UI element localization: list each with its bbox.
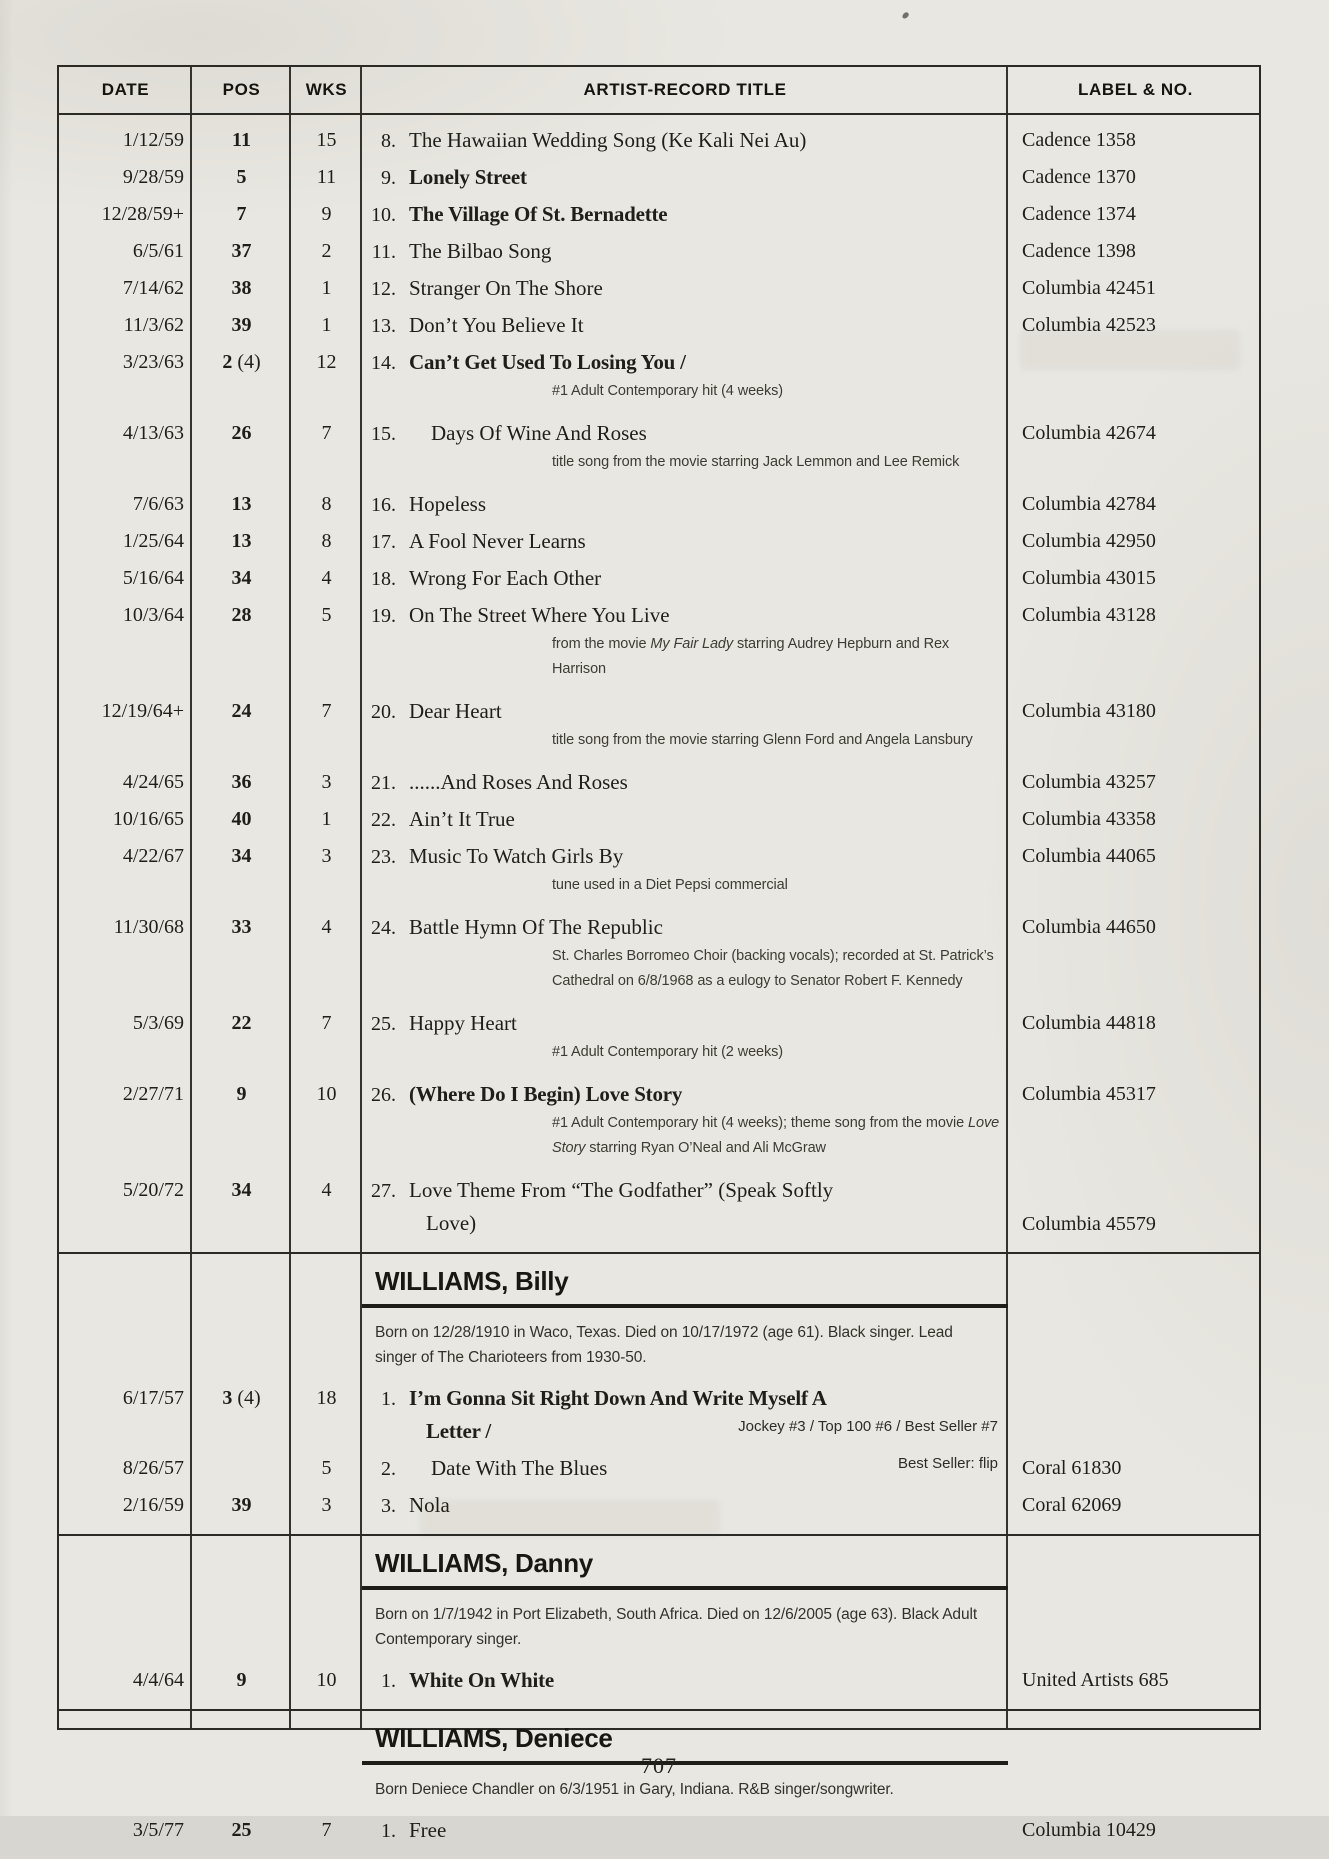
- song-title-line: [362, 1207, 1000, 1240]
- chart-entry-row: [59, 560, 1259, 596]
- record-label-cell: Columbia 43257: [1022, 771, 1156, 793]
- song-number: 22.: [371, 809, 396, 831]
- record-label-cell: [1008, 1382, 1263, 1448]
- song-title: Date With The Blues: [431, 1456, 608, 1480]
- date-cell: 7/14/62: [122, 277, 184, 299]
- song-title: Can’t Get Used To Losing You /: [409, 350, 686, 374]
- record-label-cell: Cadence 1358: [1022, 129, 1136, 151]
- record-label-cell: Columbia 43128: [1022, 604, 1156, 626]
- date-cell: 8/26/57: [122, 1457, 184, 1479]
- song-title-line: [362, 417, 1000, 450]
- artist-underline-rule: [362, 1304, 1008, 1308]
- song-number: 1.: [381, 1670, 396, 1692]
- song-number: 24.: [371, 917, 396, 939]
- date-cell: 6/17/57: [122, 1387, 184, 1409]
- chart-entry-row: [59, 597, 1259, 683]
- song-number: 18.: [371, 568, 396, 590]
- song-title: Wrong For Each Other: [409, 566, 602, 590]
- artist-name-heading: WILLIAMS, Danny: [375, 1548, 593, 1578]
- peak-position-cell: 7: [236, 203, 247, 225]
- song-number: 20.: [371, 701, 396, 723]
- song-title: Happy Heart: [409, 1011, 517, 1035]
- song-title: (Where Do I Begin) Love Story: [409, 1082, 683, 1106]
- chart-entry-row: [59, 307, 1259, 343]
- title-cell: [362, 488, 1008, 521]
- record-label-cell: Columbia 44818: [1022, 1012, 1156, 1034]
- date-cell: 12/28/59+: [101, 203, 184, 225]
- song-title-line: [362, 1078, 1000, 1111]
- peak-position-cell: 39: [231, 314, 252, 336]
- date-cell: 2/27/71: [122, 1083, 184, 1105]
- title-cell: [362, 803, 1008, 836]
- artist-bio: Born on 12/28/1910 in Waco, Texas. Died on 10/17/1972 (age 61). Black singer. Lead singer of The Charioteers from 1930-50.: [375, 1324, 953, 1366]
- song-title-line: [362, 235, 1000, 268]
- weeks-at-peak: (4): [232, 1387, 261, 1409]
- song-title: White On White: [409, 1668, 554, 1692]
- date-cell: 1/12/59: [122, 129, 184, 151]
- date-cell: 4/13/63: [122, 422, 184, 444]
- song-title-line: [362, 161, 1000, 194]
- weeks-charted-cell: 1: [321, 808, 332, 830]
- song-title: Music To Watch Girls By: [409, 844, 624, 868]
- peak-position-cell: 24: [231, 700, 252, 722]
- chart-entry-row: [59, 196, 1259, 232]
- continued-entries-section: [59, 115, 1259, 1252]
- song-number: 16.: [371, 494, 396, 516]
- song-title-line: [362, 1664, 1000, 1697]
- artist-section: [59, 1534, 1259, 1709]
- title-cell: [362, 272, 1008, 305]
- song-number: 27.: [371, 1180, 396, 1202]
- song-title-line: [362, 1007, 1000, 1040]
- song-number: 9.: [381, 167, 396, 189]
- peak-position-cell: 33: [231, 916, 252, 938]
- date-cell: 10/16/65: [112, 808, 184, 830]
- weeks-charted-cell: 4: [321, 567, 332, 589]
- peak-position-cell: 34: [231, 845, 252, 867]
- date-cell: 11/3/62: [123, 314, 184, 336]
- peak-position-cell: 26: [231, 422, 252, 444]
- weeks-charted-cell: 7: [321, 700, 332, 722]
- title-cell: [362, 562, 1008, 595]
- chart-entry-row: [59, 122, 1259, 158]
- scan-speck: [901, 11, 909, 20]
- date-cell: 6/5/61: [132, 240, 184, 262]
- title-cell: [362, 766, 1008, 799]
- song-title: Free: [409, 1818, 447, 1842]
- chart-entry-row: [59, 838, 1259, 899]
- date-cell: 1/25/64: [122, 530, 184, 552]
- chart-entry-row: [59, 159, 1259, 195]
- song-title: Nola: [409, 1493, 450, 1517]
- title-cell: [362, 1664, 1008, 1697]
- song-number: 14.: [371, 352, 396, 374]
- title-cell: [362, 1382, 1008, 1448]
- record-label-cell: Coral 61830: [1022, 1457, 1122, 1479]
- weeks-charted-cell: 8: [321, 530, 332, 552]
- song-title: Don’t You Believe It: [409, 313, 584, 337]
- date-cell: 4/4/64: [132, 1669, 184, 1691]
- song-title-line: [362, 599, 1000, 632]
- record-label-cell: [1008, 346, 1263, 404]
- song-note: title song from the movie starring Jack Lemmon and Lee Remick: [552, 454, 960, 470]
- song-title: Letter /: [426, 1419, 492, 1443]
- song-number: 8.: [381, 130, 396, 152]
- peak-position-cell: 39: [231, 1494, 252, 1516]
- song-note: St. Charles Borromeo Choir (backing vocals); recorded at St. Patrick’s Cathedral on 6/8/1968 as a eulogy to Senator Robert F. Kennedy: [552, 948, 994, 989]
- date-cell: 3/23/63: [122, 351, 184, 373]
- peak-position-cell: 5: [236, 166, 247, 188]
- title-cell: [362, 346, 1008, 404]
- record-label-cell: Columbia 42451: [1022, 277, 1156, 299]
- chart-version-note: Best Seller: flip: [897, 1455, 998, 1472]
- column-header-date: DATE: [101, 80, 150, 99]
- peak-position-cell: 28: [231, 604, 252, 626]
- date-cell: 9/28/59: [122, 166, 184, 188]
- song-title-line: [362, 695, 1000, 728]
- chart-entry-row: [59, 270, 1259, 306]
- weeks-charted-cell: 8: [321, 493, 332, 515]
- song-title-line: [362, 1489, 1000, 1522]
- weeks-charted-cell: 7: [321, 1819, 332, 1841]
- chart-entry-row: [59, 1172, 1259, 1241]
- song-title: Love Theme From “The Godfather” (Speak Softly: [409, 1178, 834, 1202]
- title-cell: [362, 161, 1008, 194]
- weeks-charted-cell: 9: [321, 203, 332, 225]
- title-cell: [362, 695, 1008, 753]
- record-label-cell: Columbia 44065: [1022, 845, 1156, 867]
- date-cell: 5/20/72: [122, 1179, 184, 1201]
- song-note: #1 Adult Contemporary hit (4 weeks): [552, 383, 784, 399]
- record-label-cell: Columbia 10429: [1022, 1819, 1156, 1841]
- title-cell: [362, 198, 1008, 231]
- column-header-pos: POS: [222, 80, 261, 99]
- record-label-cell: Cadence 1398: [1022, 240, 1136, 262]
- artist-bio: Born on 1/7/1942 in Port Elizabeth, South Africa. Died on 12/6/2005 (age 63). Black Adult Contemporary singer.: [375, 1606, 978, 1648]
- record-label-cell: Cadence 1374: [1022, 203, 1136, 225]
- peak-position-cell: 38: [231, 277, 252, 299]
- chart-entry-row: [59, 909, 1259, 995]
- date-cell: 5/3/69: [132, 1012, 184, 1034]
- weeks-charted-cell: 7: [321, 422, 332, 444]
- title-cell: [362, 911, 1008, 994]
- peak-position-cell: 37: [231, 240, 252, 262]
- peak-position-cell: 3 (4): [222, 1387, 261, 1409]
- weeks-charted-cell: 15: [316, 129, 337, 151]
- weeks-charted-cell: 3: [321, 1494, 332, 1516]
- date-cell: 4/24/65: [122, 771, 184, 793]
- title-cell: [362, 309, 1008, 342]
- title-cell: [362, 840, 1008, 898]
- song-title-line: [362, 198, 1000, 231]
- song-title: ......And Roses And Roses: [409, 770, 628, 794]
- song-number: 17.: [371, 531, 396, 553]
- song-number: 25.: [371, 1013, 396, 1035]
- record-label-cell: Columbia 42950: [1022, 530, 1156, 552]
- chart-entry-row: [59, 1380, 1259, 1449]
- song-number: 11.: [371, 241, 396, 263]
- artist-bio: Born Deniece Chandler on 6/3/1951 in Gary, Indiana. R&B singer/songwriter.: [375, 1781, 894, 1798]
- title-cell: [362, 1452, 1008, 1485]
- record-label-cell: Cadence 1370: [1022, 166, 1136, 188]
- chart-entry-row: [59, 415, 1259, 476]
- song-title-line: [362, 562, 1000, 595]
- song-title-line: [362, 272, 1000, 305]
- date-cell: 7/6/63: [132, 493, 184, 515]
- weeks-charted-cell: 5: [321, 604, 332, 626]
- artist-name-heading: WILLIAMS, Deniece: [375, 1723, 613, 1753]
- weeks-charted-cell: 2: [321, 240, 332, 262]
- title-cell: [362, 124, 1008, 157]
- title-cell: [362, 235, 1008, 268]
- peak-position-cell: 13: [231, 493, 252, 515]
- song-title-line: [362, 488, 1000, 521]
- column-header-title: ARTIST-RECORD TITLE: [583, 80, 787, 99]
- weeks-charted-cell: 12: [316, 351, 337, 373]
- song-number: 13.: [371, 315, 396, 337]
- weeks-charted-cell: 11: [316, 166, 337, 188]
- song-title-line: [362, 766, 1000, 799]
- song-number: 21.: [371, 772, 396, 794]
- artist-name-heading: WILLIAMS, Billy: [375, 1266, 569, 1296]
- song-title: Days Of Wine And Roses: [431, 421, 647, 445]
- record-label-cell: United Artists 685: [1022, 1669, 1169, 1691]
- date-cell: 10/3/64: [122, 604, 184, 626]
- song-number: 15.: [371, 423, 396, 445]
- song-number: 1.: [381, 1388, 396, 1410]
- record-label-cell: Coral 62069: [1022, 1494, 1122, 1516]
- weeks-charted-cell: 10: [316, 1083, 337, 1105]
- weeks-charted-cell: 7: [321, 1012, 332, 1034]
- title-cell: [362, 525, 1008, 558]
- date-cell: 4/22/67: [122, 845, 184, 867]
- song-number: 3.: [381, 1495, 396, 1517]
- table-header-row: [59, 67, 1259, 115]
- chart-entry-row: [59, 233, 1259, 269]
- artist-section: [59, 1709, 1259, 1859]
- peak-position-cell: 2 (4): [222, 351, 261, 373]
- title-cell: [362, 417, 1008, 475]
- song-title: The Village Of St. Bernadette: [409, 202, 668, 226]
- song-title: Stranger On The Shore: [409, 276, 603, 300]
- date-cell: 12/19/64+: [101, 700, 184, 722]
- chart-entry-row: [59, 486, 1259, 522]
- song-title-line: [362, 911, 1000, 944]
- song-note: from the movie My Fair Lady starring Audrey Hepburn and Rex Harrison: [552, 636, 950, 677]
- weeks-charted-cell: 1: [321, 277, 332, 299]
- weeks-charted-cell: 10: [316, 1669, 337, 1691]
- record-label-cell: Columbia 43358: [1022, 808, 1156, 830]
- song-title: I’m Gonna Sit Right Down And Write Myself A: [409, 1386, 827, 1410]
- weeks-charted-cell: 18: [316, 1387, 337, 1409]
- record-label-cell: Columbia 42784: [1022, 493, 1156, 515]
- song-title-line: [362, 1174, 1000, 1207]
- song-title-line: [362, 124, 1000, 157]
- song-number: 1.: [381, 1820, 396, 1842]
- song-number: 12.: [371, 278, 396, 300]
- artist-section: [59, 1252, 1259, 1534]
- chart-entry-row: [59, 1487, 1259, 1523]
- song-title: Lonely Street: [409, 165, 527, 189]
- chart-entry-row: [59, 1005, 1259, 1066]
- weeks-charted-cell: 4: [321, 916, 332, 938]
- page-number: 707: [641, 1753, 677, 1778]
- peak-position-cell: 9: [236, 1083, 247, 1105]
- song-title: On The Street Where You Live: [409, 603, 670, 627]
- date-cell: 2/16/59: [122, 1494, 184, 1516]
- song-title: A Fool Never Learns: [409, 529, 586, 553]
- weeks-charted-cell: 4: [321, 1179, 332, 1201]
- record-label-cell: Columbia 45579: [1022, 1213, 1156, 1235]
- song-note: #1 Adult Contemporary hit (2 weeks): [552, 1044, 784, 1060]
- song-title-line: [362, 803, 1000, 836]
- title-cell: [362, 1174, 1008, 1240]
- song-note: title song from the movie starring Glenn Ford and Angela Lansbury: [552, 732, 973, 748]
- song-number: 26.: [371, 1084, 396, 1106]
- column-header-label: LABEL & NO.: [1078, 80, 1193, 99]
- date-cell: 3/5/77: [132, 1819, 184, 1841]
- weeks-at-peak: (4): [232, 351, 261, 373]
- song-title: The Hawaiian Wedding Song (Ke Kali Nei Au): [409, 128, 807, 152]
- record-label-cell: Columbia 44650: [1022, 916, 1156, 938]
- chart-entry-row: [59, 764, 1259, 800]
- weeks-charted-cell: 3: [321, 845, 332, 867]
- column-header-wks: WKS: [305, 80, 348, 99]
- song-note: #1 Adult Contemporary hit (4 weeks); theme song from the movie Love Story starring Ryan O’Neal and Ali McGraw: [552, 1115, 1000, 1156]
- song-title: Dear Heart: [409, 699, 502, 723]
- weeks-charted-cell: 3: [321, 771, 332, 793]
- peak-position-cell: 11: [232, 129, 251, 151]
- record-label-cell: Columbia 42674: [1022, 422, 1156, 444]
- peak-position-cell: 25: [231, 1819, 252, 1841]
- record-label-cell: Columbia 43180: [1022, 700, 1156, 722]
- chart-entry-row: [59, 523, 1259, 559]
- song-title-line: [362, 346, 1000, 379]
- chart-entry-row: [59, 693, 1259, 754]
- song-title-line: [362, 840, 1000, 873]
- chart-entry-row: [59, 344, 1259, 405]
- chart-entry-row: [59, 1662, 1259, 1698]
- record-label-cell: Columbia 45317: [1022, 1083, 1156, 1105]
- song-note: tune used in a Diet Pepsi commercial: [552, 877, 788, 893]
- weeks-charted-cell: 5: [321, 1457, 332, 1479]
- song-title-line: [362, 309, 1000, 342]
- song-title-line: [362, 525, 1000, 558]
- song-number: 10.: [371, 204, 396, 226]
- title-cell: [362, 1078, 1008, 1161]
- title-cell: [362, 599, 1008, 682]
- chart-entry-row: [59, 1076, 1259, 1162]
- date-cell: 11/30/68: [113, 916, 184, 938]
- peak-position-cell: 22: [231, 1012, 252, 1034]
- song-title: Ain’t It True: [409, 807, 515, 831]
- song-number: 2.: [381, 1458, 396, 1480]
- chart-entry-row: [59, 1450, 1259, 1486]
- song-title: Love): [426, 1211, 477, 1235]
- title-cell: [362, 1814, 1008, 1847]
- weeks-charted-cell: 1: [321, 314, 332, 336]
- song-number: 19.: [371, 605, 396, 627]
- title-cell: [362, 1489, 1008, 1522]
- chart-version-note: Jockey #3 / Top 100 #6 / Best Seller #7: [738, 1418, 998, 1435]
- song-title: Hopeless: [409, 492, 486, 516]
- song-title: The Bilbao Song: [409, 239, 552, 263]
- chart-entry-row: [59, 801, 1259, 837]
- title-cell: [362, 1007, 1008, 1065]
- date-cell: 5/16/64: [122, 567, 184, 589]
- peak-position-cell: 34: [231, 1179, 252, 1201]
- peak-position-cell: [192, 1452, 291, 1485]
- chart-sections: [59, 115, 1259, 1859]
- record-label-cell: Columbia 43015: [1022, 567, 1156, 589]
- song-number: 23.: [371, 846, 396, 868]
- chart-entry-row: [59, 1812, 1259, 1848]
- peak-position-cell: 13: [231, 530, 252, 552]
- song-title-line: [362, 1814, 1000, 1847]
- peak-position-cell: 40: [231, 808, 252, 830]
- peak-position-cell: 9: [236, 1669, 247, 1691]
- artist-underline-rule: [362, 1586, 1008, 1590]
- record-label-cell: Columbia 42523: [1022, 314, 1156, 336]
- song-title: Battle Hymn Of The Republic: [409, 915, 663, 939]
- peak-position-cell: 34: [231, 567, 252, 589]
- peak-position-cell: 36: [231, 771, 252, 793]
